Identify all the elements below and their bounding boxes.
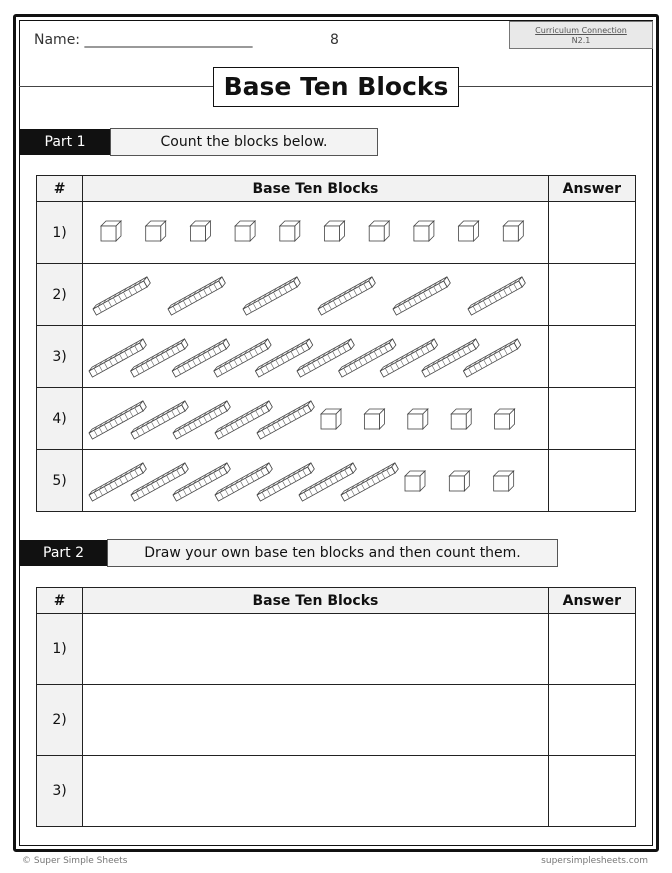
answer-box[interactable] — [548, 388, 635, 450]
unit-cube-icon — [495, 409, 515, 429]
unit-cube-icon — [414, 221, 434, 241]
unit-cube-icon — [503, 221, 523, 241]
unit-cube-icon — [369, 221, 389, 241]
table-row — [37, 685, 636, 756]
unit-cube-icon — [494, 471, 514, 491]
table-row — [37, 614, 636, 685]
unit-cube-icon — [321, 409, 341, 429]
blocks-cell — [83, 450, 549, 512]
table-row — [37, 264, 636, 326]
unit-cube-icon — [101, 221, 121, 241]
unit-cube-icon — [459, 221, 479, 241]
part2-tab: Part 2 — [20, 540, 107, 566]
table-row — [37, 450, 636, 512]
unit-cube-icon — [405, 471, 425, 491]
col-header-blocks: Base Ten Blocks — [83, 176, 549, 202]
answer-box[interactable] — [548, 756, 635, 827]
ten-rod-icon — [318, 276, 375, 314]
blocks-drawing — [83, 389, 546, 449]
curriculum-connection-title: Curriculum Connection — [535, 26, 627, 35]
blocks-drawing — [83, 451, 546, 511]
row-number: 4) — [37, 388, 83, 450]
curriculum-connection-box — [509, 21, 653, 49]
drawing-area[interactable] — [83, 756, 549, 827]
answer-box[interactable] — [548, 614, 635, 685]
curriculum-code: N2.1 — [571, 36, 591, 45]
row-number: 5) — [37, 450, 83, 512]
unit-cube-icon — [449, 471, 469, 491]
blocks-drawing — [83, 327, 546, 387]
part1-table — [36, 175, 636, 512]
part2-header-row — [37, 588, 636, 614]
unit-cube-icon — [365, 409, 385, 429]
row-number: 2) — [37, 264, 83, 326]
ten-rod-icon — [393, 276, 450, 314]
row-number: 3) — [37, 326, 83, 388]
col-header-blocks: Base Ten Blocks — [83, 588, 549, 614]
part1-tab: Part 1 — [20, 129, 110, 155]
part2-table — [36, 587, 636, 827]
part2-instruction: Draw your own base ten blocks and then count them. — [107, 539, 558, 567]
table-row — [37, 756, 636, 827]
unit-cube-icon — [191, 221, 211, 241]
page-title: Base Ten Blocks — [213, 67, 459, 107]
col-header-answer: Answer — [548, 176, 635, 202]
unit-cube-icon — [280, 221, 300, 241]
blocks-cell — [83, 202, 549, 264]
footer-site: supersimplesheets.com — [541, 856, 648, 866]
unit-cube-icon — [146, 221, 166, 241]
table-row — [37, 202, 636, 264]
blocks-drawing — [83, 265, 546, 325]
answer-box[interactable] — [548, 450, 635, 512]
row-number: 1) — [37, 614, 83, 685]
blocks-cell — [83, 264, 549, 326]
part1-header-row — [37, 176, 636, 202]
drawing-area[interactable] — [83, 685, 549, 756]
unit-cube-icon — [451, 409, 471, 429]
col-header-answer: Answer — [548, 588, 635, 614]
answer-box[interactable] — [548, 685, 635, 756]
ten-rod-icon — [168, 276, 225, 314]
answer-box[interactable] — [548, 326, 635, 388]
col-header-number: # — [37, 176, 83, 202]
ten-rod-icon — [243, 276, 300, 314]
table-row — [37, 388, 636, 450]
page-number: 8 — [330, 32, 339, 48]
footer-copyright: © Super Simple Sheets — [22, 856, 128, 866]
unit-cube-icon — [235, 221, 255, 241]
unit-cube-icon — [325, 221, 345, 241]
col-header-number: # — [37, 588, 83, 614]
row-number: 3) — [37, 756, 83, 827]
ten-rod-icon — [468, 276, 525, 314]
unit-cube-icon — [408, 409, 428, 429]
row-number: 1) — [37, 202, 83, 264]
answer-box[interactable] — [548, 202, 635, 264]
blocks-cell — [83, 326, 549, 388]
answer-box[interactable] — [548, 264, 635, 326]
part1-instruction: Count the blocks below. — [110, 128, 378, 156]
blocks-cell — [83, 388, 549, 450]
row-number: 2) — [37, 685, 83, 756]
table-row — [37, 326, 636, 388]
drawing-area[interactable] — [83, 614, 549, 685]
ten-rod-icon — [93, 276, 150, 314]
name-label: Name: ________________________ — [34, 32, 253, 48]
blocks-drawing — [83, 203, 546, 263]
